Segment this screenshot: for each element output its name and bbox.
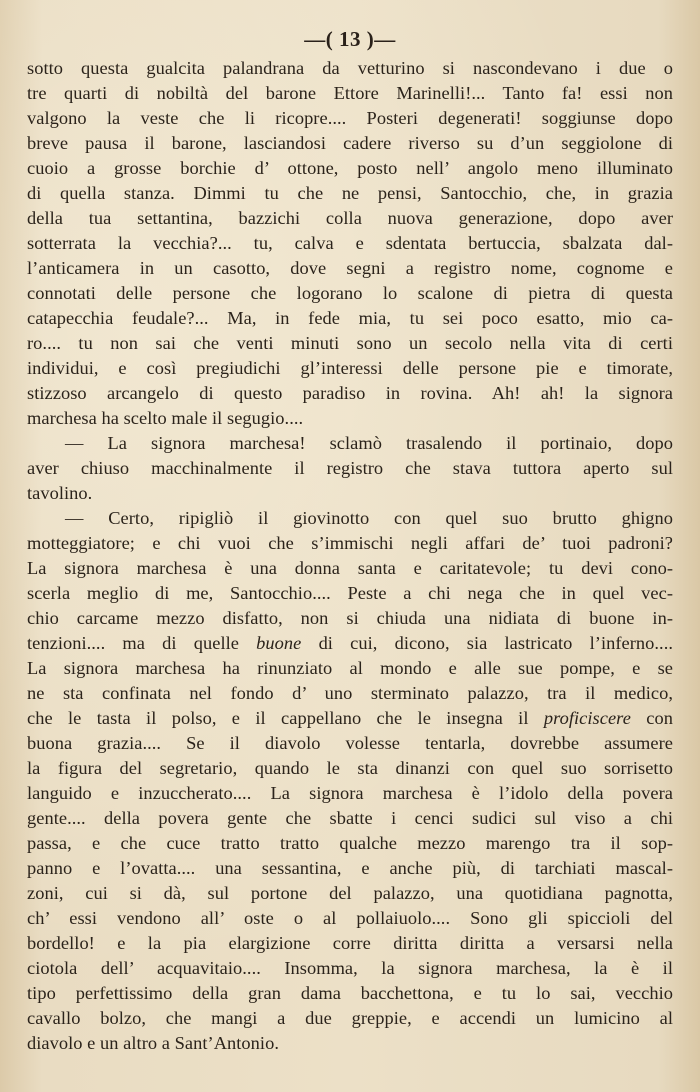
text-line: catapecchia feudale?... Ma, in fede mia, tu sei poco esatto, mio ca- xyxy=(27,308,673,328)
text-line: ro.... tu non sai che venti minuti sono un secolo nella vita di certi xyxy=(27,333,673,353)
text-line: di quella stanza. Dimmi tu che ne pensi, Santocchio, che, in grazia xyxy=(27,183,673,203)
text-line: individui, e così pregiudichi gl’interessi delle persone pie e timorate, xyxy=(27,358,673,378)
text-fragment: che le tasta il polso, e il cappellano che le insegna il xyxy=(27,708,529,728)
text-line: sotterrata la vecchia?... tu, calva e sdentata bertuccia, sbalzata dal- xyxy=(27,233,673,253)
text-line: stizzoso arcangelo di questo paradiso in rovina. Ah! ah! la signora xyxy=(27,383,673,403)
text-line: connotati delle persone che logorano lo scalone di pietra di questa xyxy=(27,283,673,303)
text-line: cavallo bolzo, che mangi a due greppie, e accendi un lumicino al xyxy=(27,1008,673,1028)
text-line: diavolo e un altro a Sant’Antonio. xyxy=(27,1033,279,1053)
text-line: La signora marchesa ha rinunziato al mondo e alle sue pompe, e se xyxy=(27,658,673,678)
text-line: breve pausa il barone, lasciandosi cadere riverso su d’un seggiolone di xyxy=(27,133,673,153)
text-line: cuoio a grosse borchie d’ ottone, posto nell’ angolo meno illuminato xyxy=(27,158,673,178)
page-body-text xyxy=(27,56,673,1056)
text-line: La signora marchesa è una donna santa e caritatevole; tu devi cono- xyxy=(27,558,673,578)
text-line: scerla meglio di me, Santocchio.... Peste a chi nega che in quel vec- xyxy=(27,583,673,603)
text-line: — Certo, ripigliò il giovinotto con quel suo brutto ghigno xyxy=(65,508,673,528)
text-line: la figura del segretario, quando le sta dinanzi con quel suo sorrisetto xyxy=(27,758,673,778)
text-line: zoni, cui si dà, sul portone del palazzo, una quotidiana pagnotta, xyxy=(27,883,673,903)
text-line: gente.... della povera gente che sbatte i cenci sudici sul viso a chi xyxy=(27,808,673,828)
text-line: sotto questa gualcita palandrana da vetturino si nascondevano i due o xyxy=(27,58,673,78)
text-fragment: tenzioni.... ma di quelle xyxy=(27,633,239,653)
text-line: marchesa ha scelto male il segugio.... xyxy=(27,408,304,428)
text-line: della tua settantina, bazzichi colla nuova generazione, dopo aver xyxy=(27,208,673,228)
text-line: languido e inzuccherato.... La signora marchesa è l’idolo della povera xyxy=(27,783,673,803)
text-line xyxy=(27,706,673,731)
text-line: — La signora marchesa! sclamò trasalendo il portinaio, dopo xyxy=(65,433,673,453)
text-line: l’anticamera in un casotto, dove segni a registro nome, cognome e xyxy=(27,258,673,278)
text-line: motteggiatore; e chi vuoi che s’immischi negli affari de’ tuoi padroni? xyxy=(27,533,673,553)
text-line: ch’ essi vendono all’ oste o al pollaiuolo.... Sono gli spiccioli del xyxy=(27,908,673,928)
text-line: passa, e che cuce tratto tratto qualche mezzo marengo tra il sop- xyxy=(27,833,673,853)
text-fragment: di cui, dicono, sia lastricato l’inferno.... xyxy=(318,633,673,653)
text-line xyxy=(27,631,673,656)
text-line: tre quarti di nobiltà del barone Ettore Marinelli!... Tanto fa! essi non xyxy=(27,83,673,103)
text-line: buona grazia.... Se il diavolo volesse tentarla, dovrebbe assumere xyxy=(27,733,673,753)
text-line: valgono la veste che li ricopre.... Posteri degenerati! soggiunse dopo xyxy=(27,108,673,128)
text-line: aver chiuso macchinalmente il registro che stava tuttora aperto sul xyxy=(27,458,673,478)
text-line: bordello! e la pia elargizione corre diritta diritta a versarsi nella xyxy=(27,933,673,953)
text-line: ciotola dell’ acquavitaio.... Insomma, la signora marchesa, la è il xyxy=(27,958,673,978)
text-line: tavolino. xyxy=(27,483,93,503)
page-number: —( 13 )— xyxy=(304,27,396,51)
italic-word: proficiscere xyxy=(543,708,631,728)
italic-word: buone xyxy=(256,633,302,653)
text-line: chio carcame mezzo disfatto, non si chiuda una nidiata di buone in- xyxy=(27,608,673,628)
text-line: ne sta confinata nel fondo d’ uno sterminato palazzo, tra il medico, xyxy=(27,683,673,703)
text-line: panno e l’ovatta.... una sessantina, e anche più, di tarchiati mascal- xyxy=(27,858,673,878)
text-line: tipo perfettissimo della gran dama bacchettona, e tu lo sai, vecchio xyxy=(27,983,673,1003)
text-fragment: con xyxy=(646,708,673,728)
